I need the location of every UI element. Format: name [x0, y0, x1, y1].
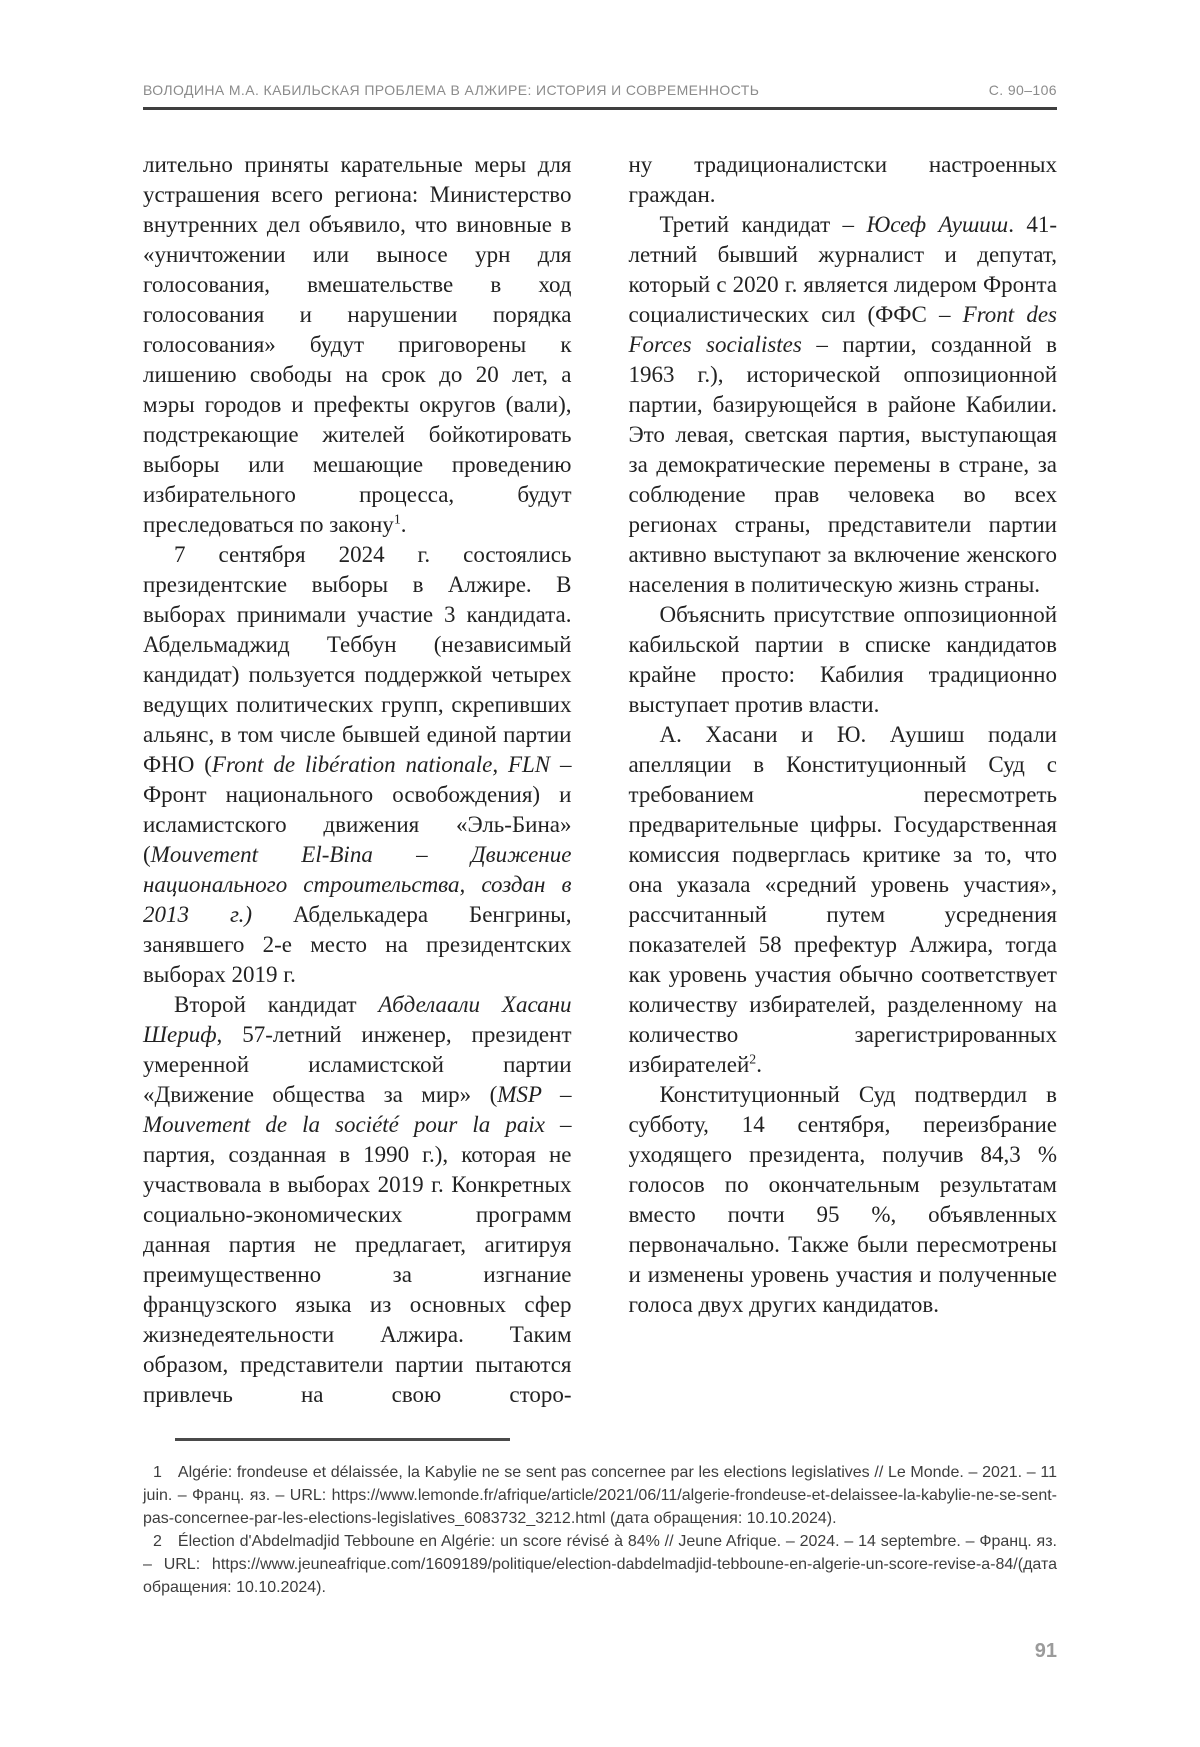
- text-column-right: [629, 150, 1058, 1410]
- italic-text: Front de libération nationale, FLN: [211, 752, 551, 777]
- header-rule: [143, 107, 1057, 110]
- text-column-left: [143, 150, 572, 1410]
- italic-text: Абделаали Хасани Шериф: [143, 992, 572, 1047]
- italic-text: MSP – Mouvement de la société pour la paix: [143, 1082, 572, 1137]
- footnote-text: Élection d'Abdelmadjid Tebboune en Algérie: un score révisé à 84% // Jeune Afrique. – 2024. – 14 septembre. – Франц. яз. – URL: https://www.jeuneafrique.com/1609189/politique/election-dabdelmadjid-tebboune-en-algerie-un-score-revise-a-84/(дата обращения: 10.10.2024).: [143, 1533, 1057, 1596]
- body-text: , 57-летний инженер, президент умеренной исламистской партии «Движение общества за мир» (: [143, 1022, 572, 1107]
- body-text: .: [756, 1052, 762, 1077]
- paragraph: [629, 150, 1058, 210]
- body-text: Конституционный Суд подтвердил в субботу, 14 сентября, переизбрание уходящего президента, получив 84,3 % голосов по окончательным результатам вместо почти 95 %, объявленных первоначально. Также были пересмотрены и изменены уровень участия и полученные голоса двух других кандидатов.: [628, 1082, 1057, 1317]
- paragraph: [143, 540, 572, 990]
- body-text: Третий кандидат –: [659, 212, 867, 237]
- footnote-text: Algérie: frondeuse et délaissée, la Kabylie ne se sent pas concernee par les elections legislatives // Le Monde. – 2021. – 11 juin. – Франц. яз. – URL: https://www.lemonde.fr/afrique/article/2021/06/11/algerie-frondeuse-et-delaissee-la-kabylie-ne-se-sent-pas-concernee-par-les-elections-legislatives_6083732_3212.html (дата обращения: 10.10.2024).: [143, 1464, 1057, 1527]
- italic-text: Юсеф Аушиш: [866, 212, 1009, 237]
- body-text: ну традиционалистски настроенных граждан.: [628, 152, 1057, 207]
- body-text: Объяснить присутствие оппозиционной кабильской партии в списке кандидатов крайне просто: Кабилия традиционно выступает против власти.: [628, 602, 1057, 717]
- page-header: [143, 82, 1057, 98]
- footnote-ref: 1: [393, 511, 401, 527]
- footnotes: [143, 1438, 1057, 1599]
- body-text: А. Хасани и Ю. Аушиш подали апелляции в Конституционный Суд с требованием пересмотреть предварительные цифры. Государственная комиссия подверглась критике за то, что она указала «средний уровень участия», рассчитанный путем усреднения показателей 58 префектур Алжира, тогда как уровень участия обычно соответствует количеству избирателей, разделенному на количество зарегистрированных избирателей: [628, 722, 1057, 1077]
- body-text: – партии, созданной в 1963 г.), исторической оппозиционной партии, базирующейся в районе Кабилии. Это левая, светская партия, выступающая за демократические перемены в стране, за соблюдение прав человека во всех регионах страны, представители партии активно выступают за включение женского населения в политическую жизнь страны.: [628, 332, 1058, 597]
- page-number: 91: [1034, 1640, 1057, 1662]
- paragraph: [629, 1080, 1058, 1320]
- italic-text: Front des Forces socialistes: [628, 302, 1058, 357]
- body-text: .: [400, 512, 407, 537]
- footnote-1: [143, 1461, 1057, 1530]
- italic-text: Mouvement El-Bina – Движение национального строительства, создан в 2013 г.): [143, 842, 572, 927]
- body-text: лительно приняты карательные меры для устрашения всего региона: Министерство внутренних дел объявило, что виновные в «уничтожении или выносе урн для голосования, вмешательстве в ход голосования и нарушении порядка голосования» будут приговорены к лишению свободы на срок до 20 лет, а мэры городов и префекты округов (вали), подстрекающие жителей бойкотировать выборы или мешающие проведению избирательного процесса, будут преследоваться по закону: [143, 152, 572, 537]
- body-text: Абделькадера Бенгрины, занявшего 2-е место на президентских выборах 2019 г.: [143, 902, 572, 987]
- page-range: С. 90–106: [988, 82, 1057, 98]
- paragraph: [629, 210, 1058, 600]
- body-text: – Фронт национального освобождения) и исламистского движения «Эль-Бина» (: [143, 752, 572, 867]
- paragraph: [629, 600, 1058, 720]
- body-text: . 41-летний бывший журналист и депутат, который с 2020 г. является лидером Фронта социалистических сил (ФФС –: [628, 212, 1057, 327]
- paragraph: [629, 720, 1058, 1080]
- body-text: Второй кандидат: [174, 992, 379, 1017]
- footnote-ref: 2: [749, 1051, 757, 1067]
- footnote-separator: [175, 1438, 510, 1441]
- footnote-2: [143, 1530, 1057, 1599]
- running-title: ВОЛОДИНА М.А. КАБИЛЬСКАЯ ПРОБЛЕМА В АЛЖИРЕ: ИСТОРИЯ И СОВРЕМЕННОСТЬ: [143, 82, 760, 98]
- paragraph: [143, 150, 572, 540]
- footnote-marker: 1: [153, 1464, 162, 1481]
- paragraph: [143, 990, 572, 1410]
- body-text: 7 сентября 2024 г. состоялись президентские выборы в Алжире. В выборах принимали участие 3 кандидата. Абдельмаджид Теббун (независимый кандидат) пользуется поддержкой четырех ведущих политических групп, скрепивших альянс, в том числе бывшей единой партии ФНО (: [143, 542, 572, 777]
- footnote-marker: 2: [153, 1533, 162, 1550]
- body-text: – партия, созданная в 1990 г.), которая не участвовала в выборах 2019 г. Конкретных социально-экономических программ данная партия не предлагает, агитируя преимущественно за изгнание французского языка из основных сфер жизнедеятельности Алжира. Таким образом, представители партии пытаются привлечь на свою сторо-: [143, 1112, 572, 1407]
- article-body: [143, 150, 1057, 1410]
